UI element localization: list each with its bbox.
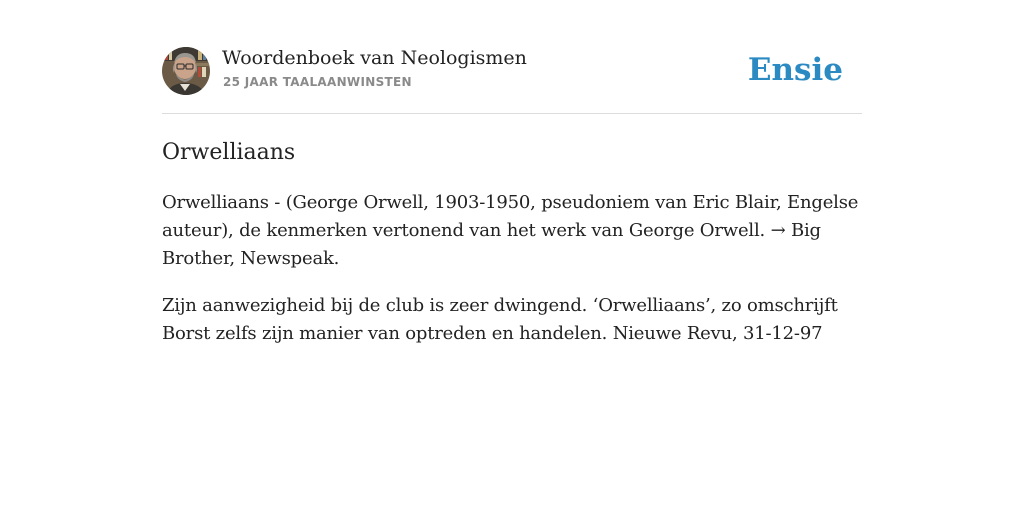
site-subtitle: 25 JAAR TAALAANWINSTEN (223, 75, 412, 89)
page-container (162, 46, 862, 348)
brand-logo[interactable]: Ensie (747, 52, 843, 88)
header (162, 46, 862, 114)
author-portrait-icon (162, 47, 210, 95)
entry-definition: Orwelliaans - (George Orwell, 1903-1950, pseudoniem van Eric Blair, Engelse auteur), de kenmerken vertonend van het werk van George Orwell. → Big Brother, Newspeak. (162, 192, 859, 269)
entry-quote: Zijn aanwezigheid bij de club is zeer dwingend. ‘Orwelliaans’, zo omschrijft Borst zelfs zijn manier van optreden en handelen. Nieuwe Revu, 31-12-97 (162, 295, 838, 344)
avatar[interactable] (162, 47, 210, 95)
site-title[interactable]: Woordenboek van Neologismen (222, 47, 527, 69)
entry-title: Orwelliaans (162, 140, 296, 165)
